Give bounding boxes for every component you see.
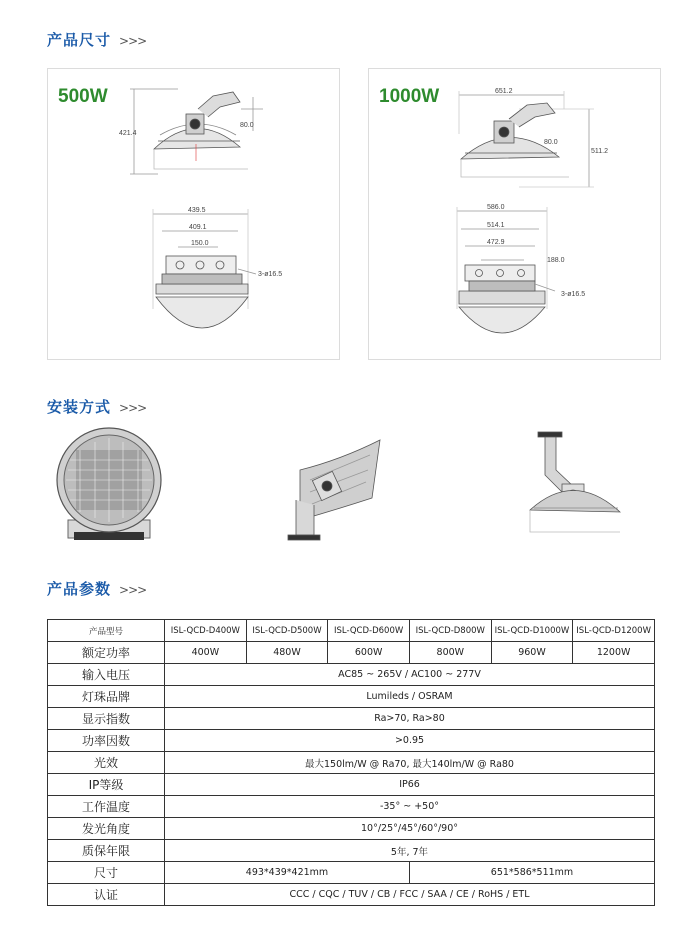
table-cell: 960W <box>491 642 573 664</box>
table-cell: 10°/25°/45°/60°/90° <box>165 818 655 840</box>
row-label: 功率因数 <box>48 730 165 752</box>
table-row <box>48 884 655 906</box>
side-width-1000w: 651.2 <box>495 88 513 95</box>
table-row <box>48 708 655 730</box>
table-cell: 最大150lm/W @ Ra70, 最大140lm/W @ Ra80 <box>165 752 655 774</box>
front-mid-width-1000w: 472.9 <box>487 239 505 246</box>
side-height-1000w: 511.2 <box>591 148 608 155</box>
params-title-text: 产品参数 <box>47 580 112 598</box>
row-label: 认证 <box>48 884 165 906</box>
table-cell: ISL-QCD-D1200W <box>573 620 655 642</box>
side-offset-1000w: 80.0 <box>544 139 558 146</box>
row-label: 额定功率 <box>48 642 165 664</box>
table-cell: >0.95 <box>165 730 655 752</box>
table-cell: 493*439*421mm <box>165 862 410 884</box>
table-cell: CCC / CQC / TUV / CB / FCC / SAA / CE / RoHS / ETL <box>165 884 655 906</box>
front-bracket-width-500w: 150.0 <box>191 240 209 247</box>
table-row <box>48 796 655 818</box>
row-label: 发光角度 <box>48 818 165 840</box>
table-cell: Lumileds / OSRAM <box>165 686 655 708</box>
front-inner-width-500w: 409.1 <box>189 224 207 231</box>
wattage-label-1000w: 1000W <box>379 86 440 107</box>
wattage-label-500w: 500W <box>58 86 108 107</box>
front-holes-500w: 3-ø16.5 <box>258 271 283 278</box>
table-row <box>48 730 655 752</box>
install-title-text: 安装方式 <box>47 398 112 416</box>
table-cell: 480W <box>246 642 328 664</box>
table-cell: AC85 ~ 265V / AC100 ~ 277V <box>165 664 655 686</box>
section-title-size <box>47 29 146 50</box>
row-label: 显示指数 <box>48 708 165 730</box>
side-height-500w: 421.4 <box>119 130 137 137</box>
install-ceiling-mount-image <box>530 432 620 532</box>
table-cell: 651*586*511mm <box>409 862 654 884</box>
row-label: 工作温度 <box>48 796 165 818</box>
drawing-500w <box>48 69 339 359</box>
side-offset-500w: 80.0 <box>240 122 254 129</box>
table-cell: Ra>70, Ra>80 <box>165 708 655 730</box>
table-cell: ISL-QCD-D1000W <box>491 620 573 642</box>
row-label: 光效 <box>48 752 165 774</box>
table-row <box>48 818 655 840</box>
table-row <box>48 620 655 642</box>
table-row <box>48 752 655 774</box>
chevron-icon: >>> <box>119 583 147 597</box>
row-label: IP等级 <box>48 774 165 796</box>
row-label: 输入电压 <box>48 664 165 686</box>
table-cell: ISL-QCD-D400W <box>165 620 247 642</box>
row-label: 产品型号 <box>48 620 165 642</box>
table-cell: IP66 <box>165 774 655 796</box>
front-holes-1000w: 3-ø16.5 <box>561 291 586 298</box>
front-bracket-width-1000w: 188.0 <box>547 257 565 264</box>
table-cell: -35° ~ +50° <box>165 796 655 818</box>
size-title-text: 产品尺寸 <box>47 31 112 49</box>
spec-table <box>47 619 655 906</box>
section-title-params <box>47 578 146 599</box>
table-row <box>48 862 655 884</box>
table-row <box>48 642 655 664</box>
dimension-panel-1000w <box>368 68 661 360</box>
table-row <box>48 664 655 686</box>
table-cell: ISL-QCD-D600W <box>328 620 410 642</box>
table-row <box>48 686 655 708</box>
table-cell: ISL-QCD-D500W <box>246 620 328 642</box>
chevron-icon: >>> <box>119 34 147 48</box>
table-row <box>48 774 655 796</box>
front-outer-width-500w: 439.5 <box>188 207 206 214</box>
table-cell: 5年, 7年 <box>165 840 655 862</box>
row-label: 尺寸 <box>48 862 165 884</box>
table-cell: 400W <box>165 642 247 664</box>
table-row <box>48 840 655 862</box>
drawing-1000w <box>369 69 660 359</box>
front-inner-width-1000w: 514.1 <box>487 222 505 229</box>
row-label: 质保年限 <box>48 840 165 862</box>
section-title-install <box>47 396 146 417</box>
install-floor-mount-image <box>288 440 380 540</box>
chevron-icon: >>> <box>119 401 147 415</box>
table-cell: 800W <box>409 642 491 664</box>
install-front-view-image <box>57 428 161 540</box>
dimension-panel-500w <box>47 68 340 360</box>
row-label: 灯珠品牌 <box>48 686 165 708</box>
table-cell: 1200W <box>573 642 655 664</box>
front-outer-width-1000w: 586.0 <box>487 204 505 211</box>
table-cell: 600W <box>328 642 410 664</box>
installation-illustrations <box>0 420 700 550</box>
table-cell: ISL-QCD-D800W <box>409 620 491 642</box>
